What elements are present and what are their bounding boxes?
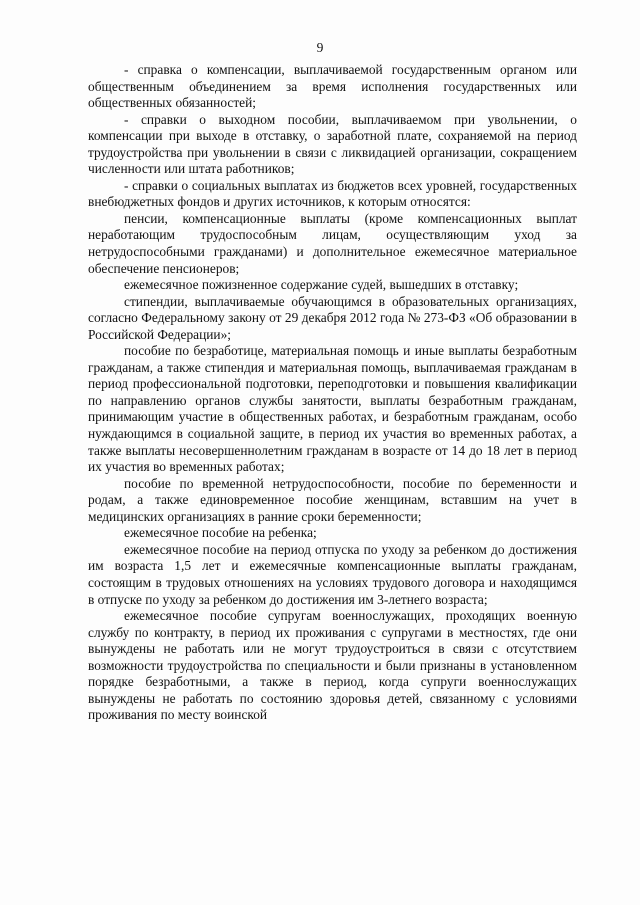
paragraph-disability-maternity-benefit: пособие по временной нетрудоспособности, пособие по беременности и родам, а также единовременное пособие женщинам, вставшим на учет в медицинских организациях в ранние сроки беременности; <box>88 475 577 524</box>
paragraph-social-payments-certificates: - справки о социальных выплатах из бюджетов всех уровней, государственных внебюджетных фондов и других источников, к которым относятся: <box>88 177 577 210</box>
paragraph-stipends: стипендии, выплачиваемые обучающимся в образовательных организациях, согласно Федеральному закону от 29 декабря 2012 года № 273-ФЗ «Об образовании в Российской Федерации»; <box>88 293 577 342</box>
paragraph-military-spouse-allowance: ежемесячное пособие супругам военнослужащих, проходящих военную службу по контракту, в период их проживания с супругами в местностях, где они вынуждены не работать или не могут трудоустроиться в связи с отсутствием возможности трудоустройства по специальности и были признаны в установленном порядке безработными, а также в период, когда супруги военнослужащих вынуждены не работать по состоянию здоровья детей, связанному с условиями проживания по месту воинской <box>88 608 577 723</box>
paragraph-pensions: пенсии, компенсационные выплаты (кроме компенсационных выплат неработающим трудоспособным лицам, осуществляющим уход за нетрудоспособными гражданами) и дополнительное ежемесячное материальное обеспечение пенсионеров; <box>88 210 577 276</box>
paragraph-judges-allowance: ежемесячное пожизненное содержание судей, вышедших в отставку; <box>124 277 519 293</box>
document-body <box>88 62 577 724</box>
page-number: 9 <box>316 40 324 55</box>
paragraph-compensation-certificate: - справка о компенсации, выплачиваемой государственным органом или общественным объединением за время исполнения государственных или общественных обязанностей; <box>88 62 577 111</box>
paragraph-childcare-leave-allowance: ежемесячное пособие на период отпуска по уходу за ребенком до достижения им возраста 1,5 лет и ежемесячные компенсационные выплаты гражданам, состоящим в трудовых отношениях на условиях трудового договора и находящимся в отпуске по уходу за ребенком до достижения им 3-летнего возраста; <box>88 541 577 607</box>
paragraph-severance-certificates: - справки о выходном пособии, выплачиваемом при увольнении, о компенсации при выходе в отставку, о заработной плате, сохраняемой на период трудоустройства при увольнении в связи с ликвидацией организации, сокращением численности или штата работников; <box>88 111 577 177</box>
paragraph-unemployment-benefit: пособие по безработице, материальная помощь и иные выплаты безработным гражданам, а также стипендия и материальная помощь, выплачиваемая гражданам в период профессиональной подготовки, переподготовки и повышения квалификации по направлению органов службы занятости, выплаты безработным гражданам, принимающим участие в общественных работах, и безработным гражданам, особо нуждающимся в социальной защите, в период их участия во временных работах, а также выплаты несовершеннолетним гражданам в возрасте от 14 до 18 лет в период их участия во временных работах; <box>88 343 577 475</box>
paragraph-child-allowance: ежемесячное пособие на ребенка; <box>124 525 317 541</box>
